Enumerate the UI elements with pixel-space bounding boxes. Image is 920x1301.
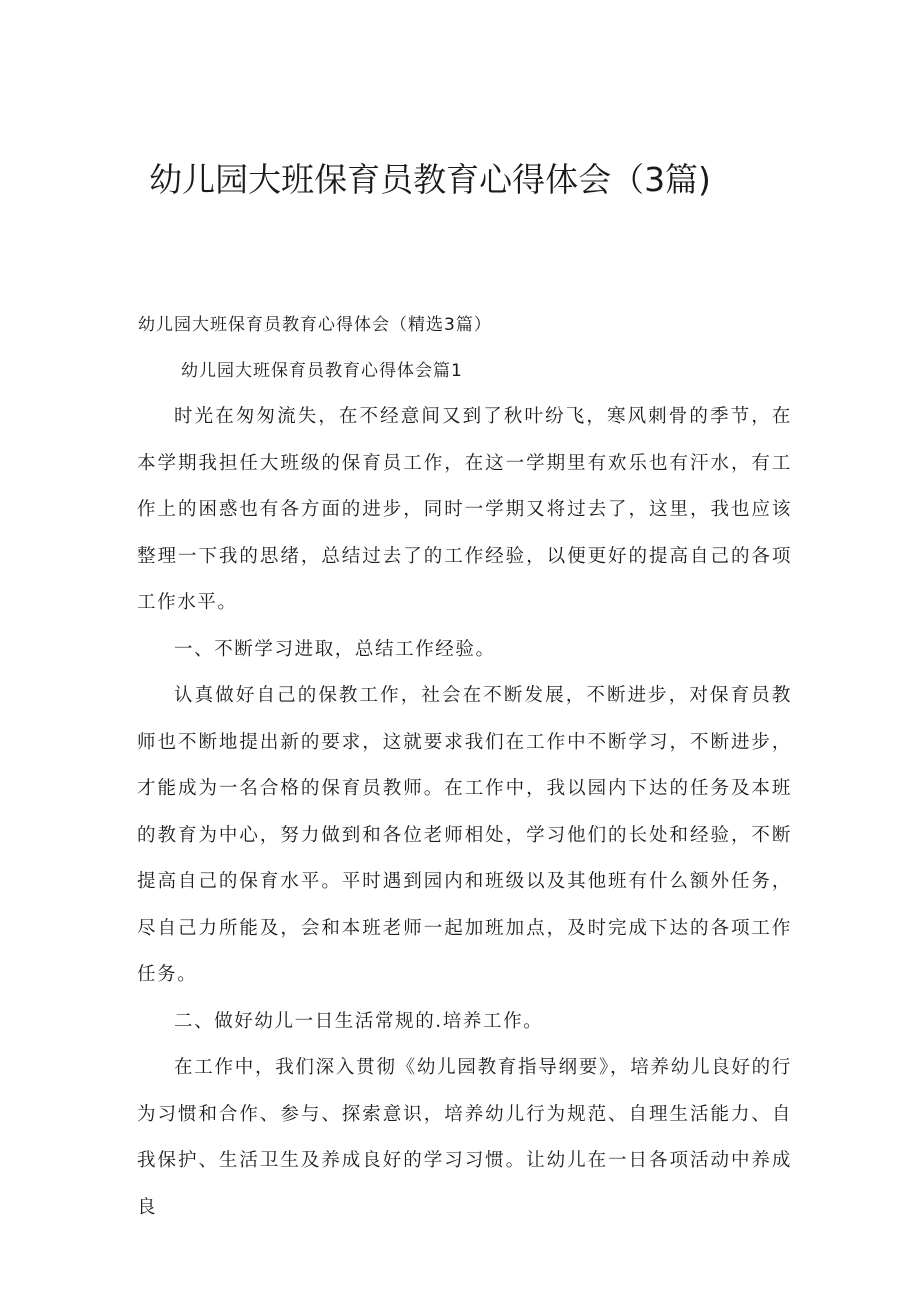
paragraph-daily-routine: 在工作中，我们深入贯彻《幼儿园教育指导纲要》，培养幼儿良好的行为习惯和合作、参与、探索意识，培养幼儿行为规范、自理生活能力、自我保护、生活卫生及养成良好的学习习惯。让幼儿在一日各项活动中养成良 (137, 1057, 792, 1218)
section-heading: 幼儿园大班保育员教育心得体会篇1 (181, 361, 463, 381)
paragraph-intro: 时光在匆匆流失，在不经意间又到了秋叶纷飞，寒风刺骨的季节，在本学期我担任大班级的保育员工作，在这一学期里有欢乐也有汗水，有工作上的困惑也有各方面的进步，同时一学期又将过去了，这里，我也应该整理一下我的思绪，总结过去了的工作经验，以便更好的提高自己的各项工作水平。 (137, 406, 792, 613)
document-body (137, 394, 792, 1231)
paragraph-heading-1: 一、不断学习进取，总结工作经验。 (174, 638, 496, 660)
paragraph-heading-2: 二、做好幼儿一日生活常规的.培养工作。 (174, 1010, 544, 1032)
document-subtitle: 幼儿园大班保育员教育心得体会（精选3篇） (138, 315, 492, 335)
paragraph-learning: 认真做好自己的保教工作，社会在不断发展，不断进步，对保育员教师也不断地提出新的要求，这就要求我们在工作中不断学习，不断进步，才能成为一名合格的保育员教师。在工作中，我以园内下达的任务及本班的教育为中心，努力做到和各位老师相处，学习他们的长处和经验，不断提高自己的保育水平。平时遇到园内和班级以及其他班有什么额外任务，尽自己力所能及，会和本班老师一起加班加点，及时完成下达的各项工作任务。 (137, 685, 792, 985)
document-title: 幼儿园大班保育员教育心得体会（3篇) (149, 160, 711, 199)
